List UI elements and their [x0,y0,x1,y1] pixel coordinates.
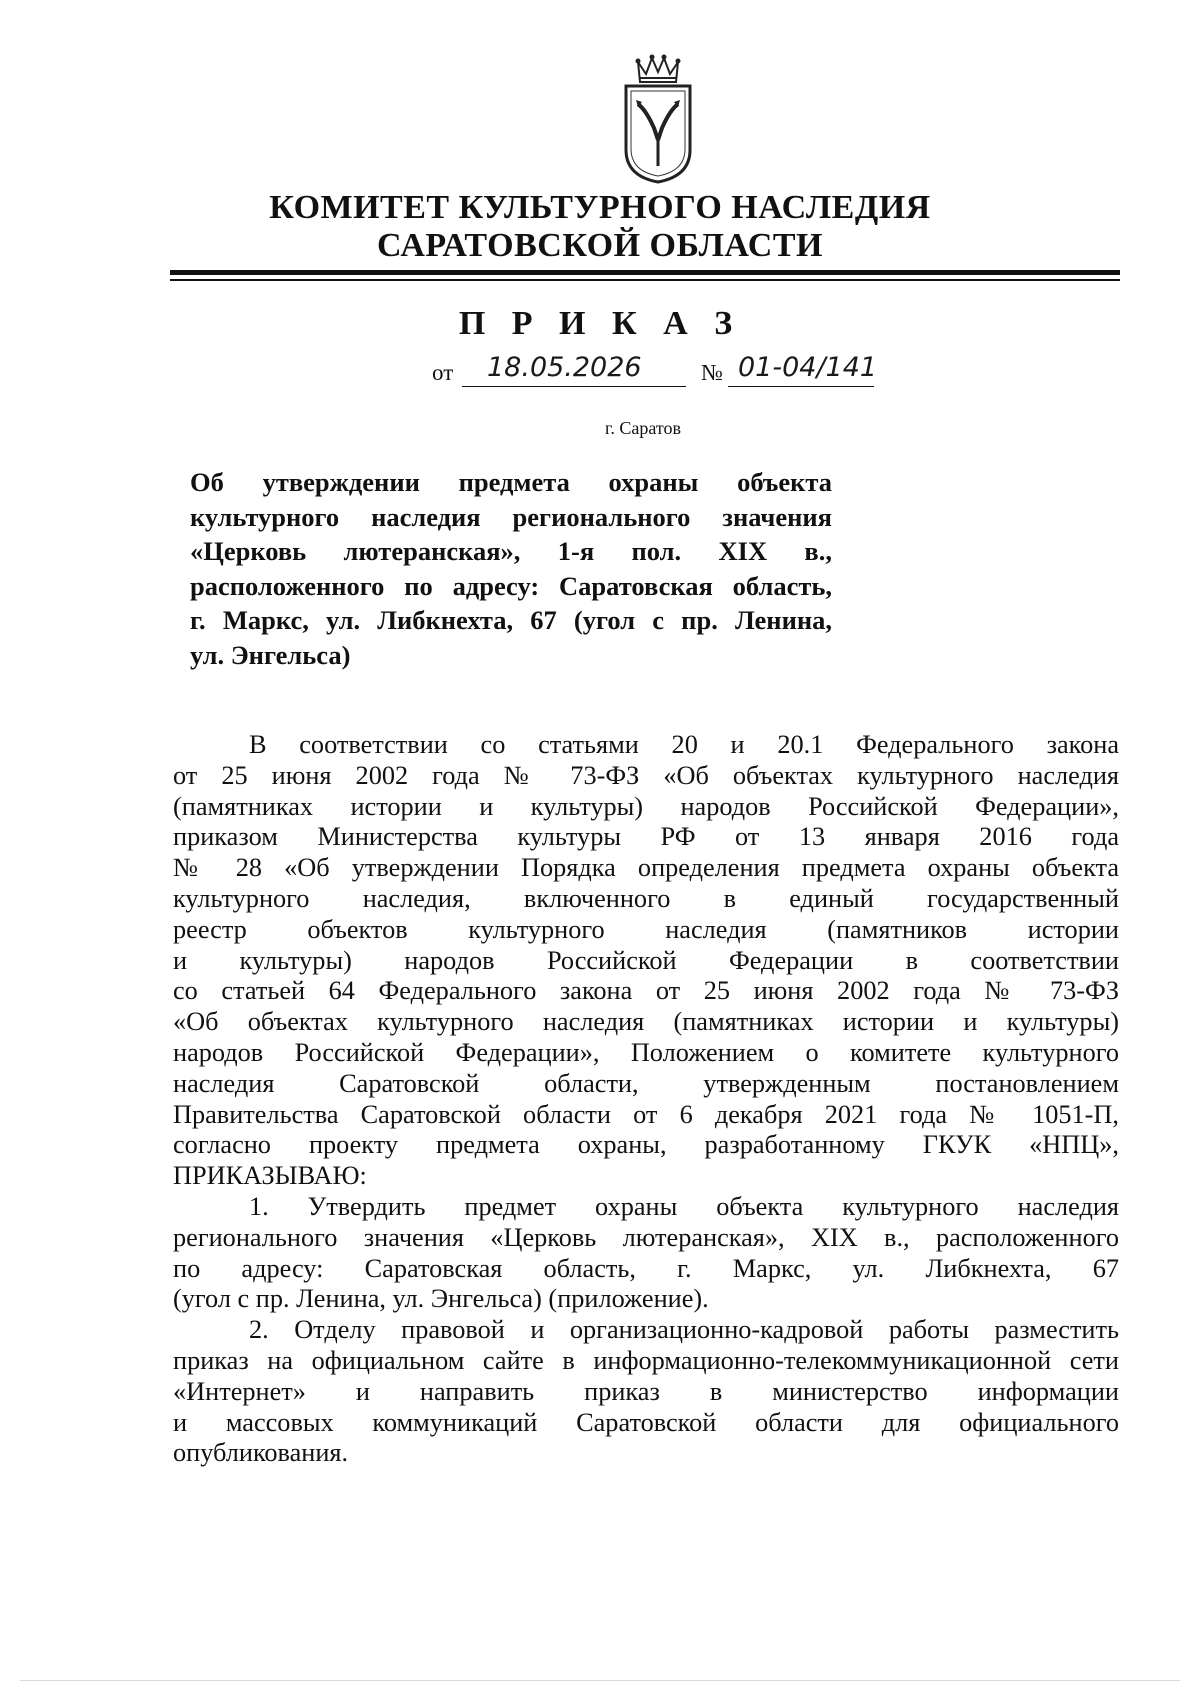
header-rule-thick [170,270,1120,275]
document-type: П Р И К А З [458,305,742,342]
order-number: 01-04/141 [738,352,878,383]
item2-line: 2. Отделу правовой и организационно-кадровой работы разместить [249,1315,1119,1345]
preamble-line: от 25 июня 2002 года № 73-ФЗ «Об объектах культурного наследия [173,760,1119,790]
preamble-line: № 28 «Об утверждении Порядка определения предмета охраны объекта [173,853,1119,883]
item1-line: 1. Утвердить предмет охраны объекта культурного наследия [249,1191,1119,1221]
title-line: культурного наследия регионального значения [190,501,832,532]
organization-name-line1: КОМИТЕТ КУЛЬТУРНОГО НАСЛЕДИЯ [269,189,931,226]
preamble-line: наследия Саратовской области, утвержденным постановлением [173,1068,1119,1098]
item2-line: и массовых коммуникаций Саратовской области для официального [173,1407,1119,1437]
item1-line: по адресу: Саратовская область, г. Маркс, ул. Либкнехта, 67 [173,1253,1119,1283]
number-underline [728,386,874,387]
preamble-line: и культуры) народов Российской Федерации в соответствии [173,945,1119,975]
city: г. Саратов [605,418,681,438]
order-body [173,730,1119,1469]
preamble-line: со статьей 64 Федерального закона от 25 июня 2002 года № 73-ФЗ [173,976,1119,1006]
preamble-line: (памятниках истории и культуры) народов Российской Федерации», [173,791,1119,821]
item2-line: «Интернет» и направить приказ в министерство информации [173,1376,1119,1406]
preamble-line: народов Российской Федерации», Положением о комитете культурного [173,1037,1119,1067]
preamble-line: приказом Министерства культуры РФ от 13 января 2016 года [173,822,1119,852]
item1-line: (угол с пр. Ленина, ул. Энгельса) (приложение). [173,1284,709,1314]
item2-line: опубликования. [173,1438,349,1468]
title-line: ул. Энгельса) [190,639,351,670]
preamble-line: реестр объектов культурного наследия (памятников истории [173,914,1119,944]
date-underline [462,386,686,387]
title-line: расположенного по адресу: Саратовская область, [190,570,832,601]
preamble-line: В соответствии со статьями 20 и 20.1 Федерального закона [249,730,1119,759]
title-line: Об утверждении предмета охраны объекта [190,467,832,497]
header-rule-thin [170,279,1120,281]
preamble-line: согласно проекту предмета охраны, разработанному ГКУК «НПЦ», [173,1130,1119,1160]
scan-edge-line [20,1680,1180,1681]
order-date: 18.05.2026 [487,352,642,383]
preamble-line: Правительства Саратовской области от 6 декабря 2021 года № 1051-П, [173,1099,1119,1129]
title-line: г. Маркс, ул. Либкнехта, 67 (угол с пр. Ленина, [190,605,832,635]
item1-line: регионального значения «Церковь лютеранская», XIX в., расположенного [173,1222,1119,1252]
title-line: «Церковь лютеранская», 1-я пол. XIX в., [190,536,832,566]
date-prefix: от [432,360,454,385]
number-prefix: № [701,360,723,385]
item2-line: приказ на официальном сайте в информационно-телекоммуникационной сети [173,1345,1119,1375]
coat-of-arms-icon [616,54,700,184]
preamble-line: ПРИКАЗЫВАЮ: [173,1161,367,1191]
preamble-line: «Об объектах культурного наследия (памятниках истории и культуры) [173,1007,1119,1037]
order-title [190,465,832,672]
preamble-line: культурного наследия, включенного в единый государственный [173,883,1119,913]
organization-name-line2: САРАТОВСКОЙ ОБЛАСТИ [377,227,823,264]
